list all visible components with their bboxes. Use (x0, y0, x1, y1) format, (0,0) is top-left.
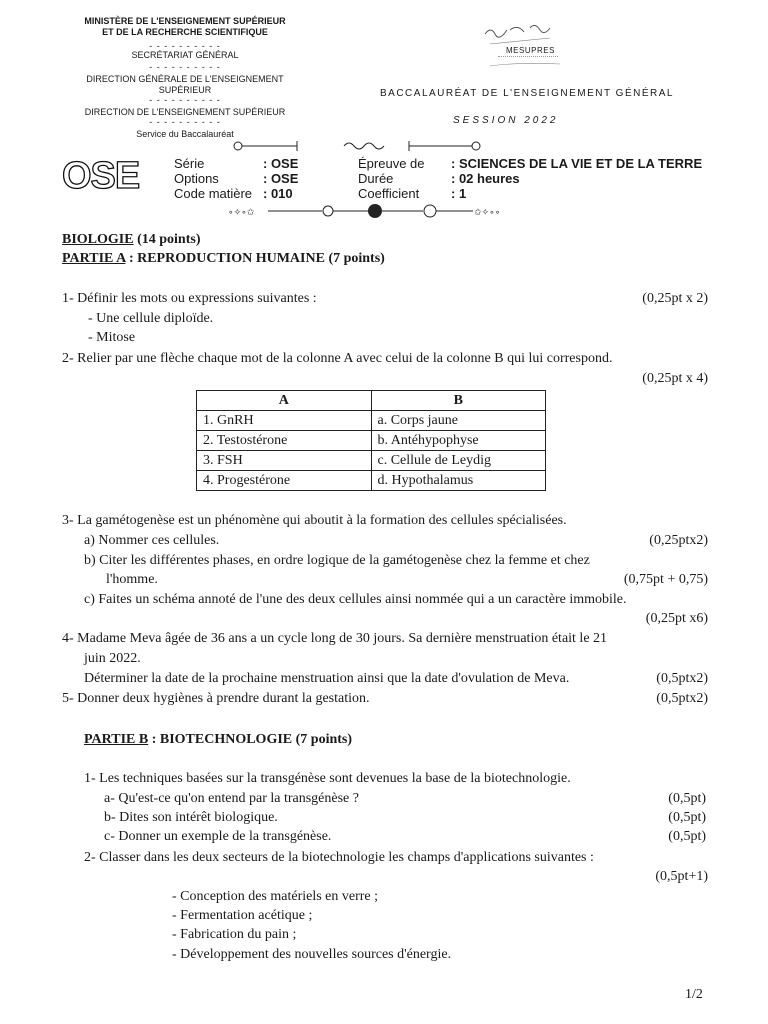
question-a3-c-points: (0,25pt x6) (645, 611, 708, 626)
table-row (197, 471, 546, 491)
list-item: - Conception des matériels en verre ; (172, 889, 379, 904)
partie-a-heading: : REPRODUCTION HUMAINE (7 points) (125, 251, 385, 266)
ministry-line-2: ET DE LA RECHERCHE SCIENTIFIQUE (102, 27, 268, 37)
biologie-points: (14 points) (133, 232, 201, 247)
question-a4-cont: juin 2022. (84, 651, 141, 666)
table-cell: b. Antéhypophyse (371, 431, 546, 451)
secretariat: SECRÉTARIAT GÉNÉRAL (131, 50, 239, 60)
table-cell: d. Hypothalamus (371, 471, 546, 491)
question-a3-c: c) Faites un schéma annoté de l'une des deux cellules ainsi nommée qui a un caractère immobile. (84, 592, 627, 607)
table-row (197, 411, 546, 431)
question-b1-b: b- Dites son intérêt biologique. (104, 810, 278, 825)
list-item: - Fabrication du pain ; (172, 927, 297, 942)
code-value: : 010 (263, 186, 293, 201)
stamp-subtext (498, 56, 558, 57)
question-a5-points: (0,5ptx2) (656, 691, 708, 706)
table-row (197, 451, 546, 471)
coef-value: : 1 (451, 186, 467, 201)
partie-b-heading: : BIOTECHNOLOGIE (7 points) (148, 732, 353, 747)
question-a1-points: (0,25pt x 2) (642, 291, 708, 306)
question-b1-c-points: (0,5pt) (668, 829, 706, 844)
options-label: Options (174, 171, 219, 186)
table-cell: 1. GnRH (197, 411, 372, 431)
epreuve-value: : SCIENCES DE LA VIE ET DE LA TERRE (451, 156, 703, 171)
question-b2-points: (0,5pt+1) (655, 869, 708, 884)
ornament-top (232, 140, 492, 152)
serie-label: Série (174, 156, 205, 171)
table-cell: 4. Progestérone (197, 471, 372, 491)
stamp-text: MESUPRES (506, 46, 555, 55)
matching-table (196, 390, 546, 491)
question-b1-a-points: (0,5pt) (668, 791, 706, 806)
serie-value: : OSE (263, 156, 299, 171)
table-cell: 3. FSH (197, 451, 372, 471)
question-a5: 5- Donner deux hygiènes à prendre durant la gestation. (62, 691, 370, 706)
partie-a-title (62, 250, 385, 268)
stamp (480, 20, 570, 68)
question-a2-points: (0,25pt x 4) (642, 371, 708, 386)
question-a4-points: (0,5ptx2) (656, 671, 708, 686)
service: Service du Baccalauréat (136, 129, 234, 139)
duree-label: Durée (358, 171, 394, 186)
question-a3-a-points: (0,25ptx2) (649, 533, 708, 548)
duree-value: : 02 heures (451, 171, 520, 186)
column-a-header: A (197, 391, 372, 411)
ose-logo: OSE (62, 155, 140, 197)
question-a3-b-cont: l'homme. (106, 572, 158, 587)
question-a2: 2- Relier par une flèche chaque mot de la colonne A avec celui de la colonne B qui lui correspond. (62, 351, 613, 366)
list-item: - Mitose (88, 330, 136, 345)
question-a3-b: b) Citer les différentes phases, en ordre logique de la gamétogenèse chez la femme et chez (84, 553, 590, 568)
options-value: : OSE (263, 171, 299, 186)
direction-generale: DIRECTION GÉNÉRALE DE L'ENSEIGNEMENT SUPÉRIEUR (86, 74, 284, 95)
svg-text:✩✧∘∘: ✩✧∘∘ (474, 208, 501, 218)
page-number: 1/2 (685, 987, 703, 1002)
biologie-label: BIOLOGIE (62, 232, 134, 247)
svg-text:∘✧∘✩: ∘✧∘✩ (228, 208, 255, 218)
question-b1-a: a- Qu'est-ce qu'on entend par la transgénèse ? (104, 791, 359, 806)
table-header-row (197, 391, 546, 411)
section-biologie-title (62, 231, 201, 249)
partie-b-label: PARTIE B (84, 732, 149, 747)
partie-a-label: PARTIE A (62, 251, 126, 266)
list-item: - Fermentation acétique ; (172, 908, 313, 923)
ornament-bottom (228, 202, 518, 220)
divider: - - - - - - - - - - (149, 41, 221, 51)
session: SESSION 2022 (453, 115, 559, 126)
question-a4: 4- Madame Meva âgée de 36 ans a un cycle long de 30 jours. Sa dernière menstruation était le 21 (62, 631, 608, 646)
question-a4-task: Déterminer la date de la prochaine menstruation ainsi que la date d'ovulation de Meva. (84, 671, 570, 686)
list-item: - Une cellule diploïde. (88, 311, 214, 326)
ministry-header (60, 16, 310, 140)
divider: - - - - - - - - - - (149, 117, 221, 127)
coef-label: Coefficient (358, 186, 420, 201)
question-b1: 1- Les techniques basées sur la transgénèse sont devenues la base de la biotechnologie. (84, 771, 571, 786)
direction: DIRECTION DE L'ENSEIGNEMENT SUPÉRIEUR (84, 107, 286, 117)
partie-b-title (84, 731, 352, 749)
question-a3-a: a) Nommer ces cellules. (84, 533, 220, 548)
question-b2: 2- Classer dans les deux secteurs de la biotechnologie les champs d'applications suivantes : (84, 850, 594, 865)
column-b-header: B (371, 391, 546, 411)
table-row (197, 431, 546, 451)
question-a1: 1- Définir les mots ou expressions suivantes : (62, 291, 317, 306)
signature-icon (480, 20, 570, 68)
table-cell: 2. Testostérone (197, 431, 372, 451)
code-label: Code matière (174, 186, 253, 201)
list-item: - Développement des nouvelles sources d'énergie. (172, 947, 452, 962)
question-b1-c: c- Donner un exemple de la transgénèse. (104, 829, 332, 844)
question-a3-b-points: (0,75pt + 0,75) (623, 572, 708, 587)
table-cell: c. Cellule de Leydig (371, 451, 546, 471)
question-a3: 3- La gamétogenèse est un phénomène qui aboutit à la formation des cellules spécialisées. (62, 513, 567, 528)
ministry-line-1: MINISTÈRE DE L'ENSEIGNEMENT SUPÉRIEUR (84, 16, 286, 26)
epreuve-label: Épreuve de (358, 156, 425, 171)
question-b1-b-points: (0,5pt) (668, 810, 706, 825)
table-cell: a. Corps jaune (371, 411, 546, 431)
divider: - - - - - - - - - - (149, 62, 221, 72)
bacc-title: BACCALAURÉAT DE L'ENSEIGNEMENT GÉNÉRAL (380, 88, 674, 99)
divider: - - - - - - - - - - (149, 95, 221, 105)
